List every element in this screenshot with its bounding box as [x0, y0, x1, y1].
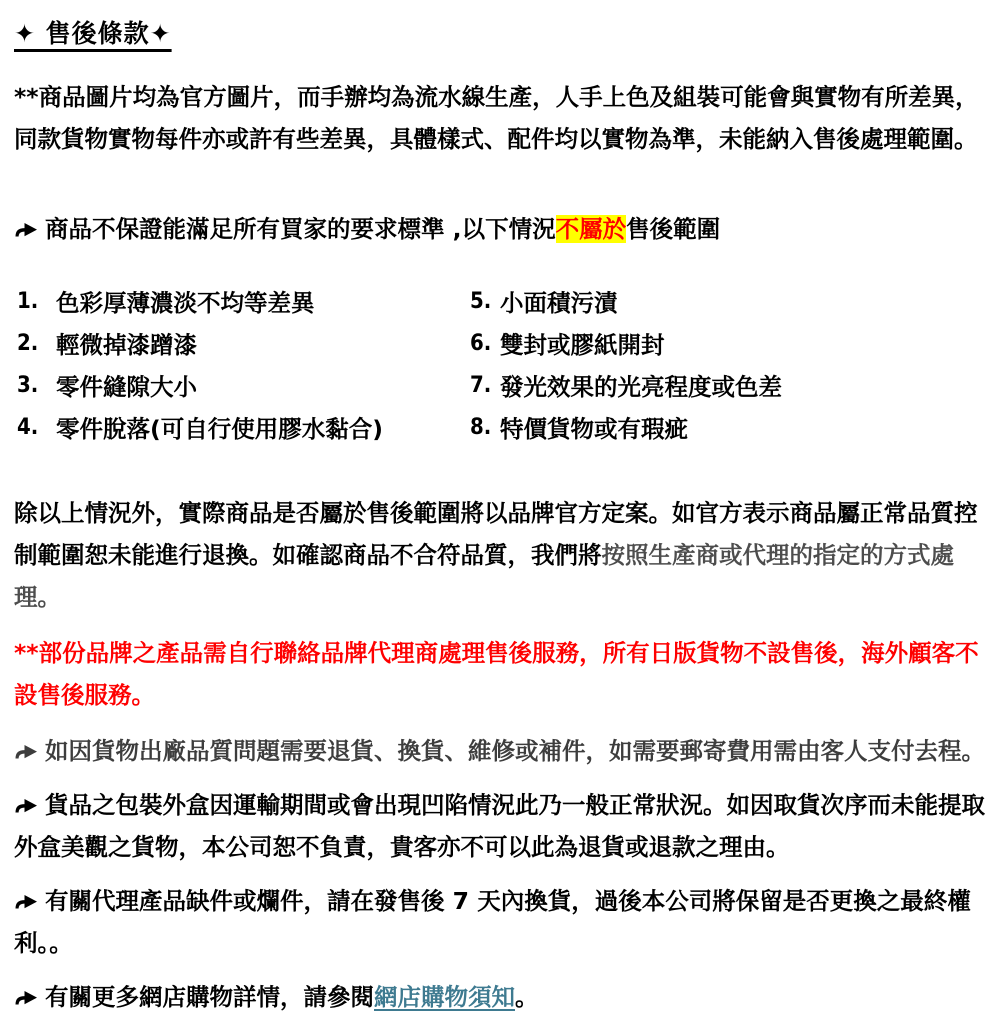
list-item-number: 8. [470, 414, 492, 440]
list-item-text: 零件縫隙大小 [56, 373, 197, 401]
list-item-text: 零件脫落(可自行使用膠水黏合) [56, 415, 383, 443]
list-item-text: 色彩厚薄濃淡不均等差異 [56, 289, 315, 317]
packaging-paragraph [14, 784, 986, 868]
notice-line [14, 208, 986, 250]
list-item-text: 小面積污漬 [500, 289, 618, 317]
replacement-text: 有關代理產品缺件或爛件，請在發售後 7 天內換貨，過後本公司將保留是否更換之最終權利。。 [14, 887, 971, 957]
decision-black-text: 除以上情況外，實際商品是否屬於售後範圍將以品牌官方定案。如官方表示商品屬正常品質控制範圍恕未能進行退換。如確認商品不合符品質，我們將 [14, 499, 978, 569]
exclusion-list-right-column [470, 280, 986, 448]
more-info-prefix: 有關更多網店購物詳情，請參閱 [45, 983, 374, 1011]
list-item [470, 322, 986, 364]
notice-highlight: 不屬於 [555, 215, 627, 243]
list-item-text: 雙封或膠紙開封 [500, 331, 665, 359]
list-item-number: 4. [17, 414, 39, 440]
exclusion-list-left-column [14, 280, 470, 448]
decision-paragraph [14, 492, 986, 618]
brand-notice-paragraph: **部份品牌之產品需自行聯絡品牌代理商處理售後服務，所有日版貨物不設售後，海外顧客不設售後服務。 [14, 639, 979, 709]
list-item [14, 322, 470, 364]
list-item-number: 5. [470, 288, 492, 314]
curved-arrow-icon [14, 221, 38, 238]
list-item [14, 364, 470, 406]
list-item-number: 1. [17, 288, 39, 314]
notice-suffix: 售後範圍 [626, 215, 721, 243]
shipping-line [14, 730, 986, 772]
notice-prefix: 商品不保證能滿足所有買家的要求標準 ,以下情況 [45, 215, 556, 243]
list-item-number: 3. [17, 372, 39, 398]
list-item-text: 發光效果的光亮程度或色差 [500, 373, 782, 401]
list-item [470, 364, 986, 406]
list-item [470, 406, 986, 448]
shipping-text: 如因貨物出廠品質問題需要退貨、換貨、維修或補件，如需要郵寄費用需由客人支付去程。 [45, 737, 985, 765]
intro-paragraph: **商品圖片均為官方圖片，而手辦均為流水線生產，人手上色及組裝可能會與實物有所差異，同款貨物實物每件亦或許有些差異，具體樣式、配件均以實物為準，未能納入售後處理範圍。 [14, 83, 979, 153]
list-item [14, 406, 470, 448]
more-info-suffix: 。 [515, 983, 539, 1011]
curved-arrow-icon [14, 743, 38, 760]
packaging-text: 貨品之包裝外盒因運輸期間或會出現凹陷情況此乃一般正常狀況。如因取貨次序而未能提取外盒美觀之貨物，本公司恕不負責，貴客亦不可以此為退貨或退款之理由。 [14, 791, 985, 861]
curved-arrow-icon [14, 989, 38, 1006]
list-item [470, 280, 986, 322]
page-title: ✦ 售後條款✦ [14, 19, 172, 48]
list-item-number: 7. [470, 372, 492, 398]
list-item [14, 280, 470, 322]
decision-gray-text: 按照生產商或代理的指定的方式處理。 [14, 541, 954, 611]
list-item-text: 特價貨物或有瑕疵 [500, 415, 688, 443]
list-item-number: 6. [470, 330, 492, 356]
curved-arrow-icon [14, 797, 38, 814]
replacement-line [14, 880, 986, 964]
shop-guide-link[interactable]: 網店購物須知 [374, 983, 515, 1011]
curved-arrow-icon [14, 893, 38, 910]
more-info-line [14, 976, 986, 1018]
exclusion-list [14, 280, 986, 448]
list-item-number: 2. [17, 330, 39, 356]
list-item-text: 輕微掉漆蹭漆 [56, 331, 197, 359]
